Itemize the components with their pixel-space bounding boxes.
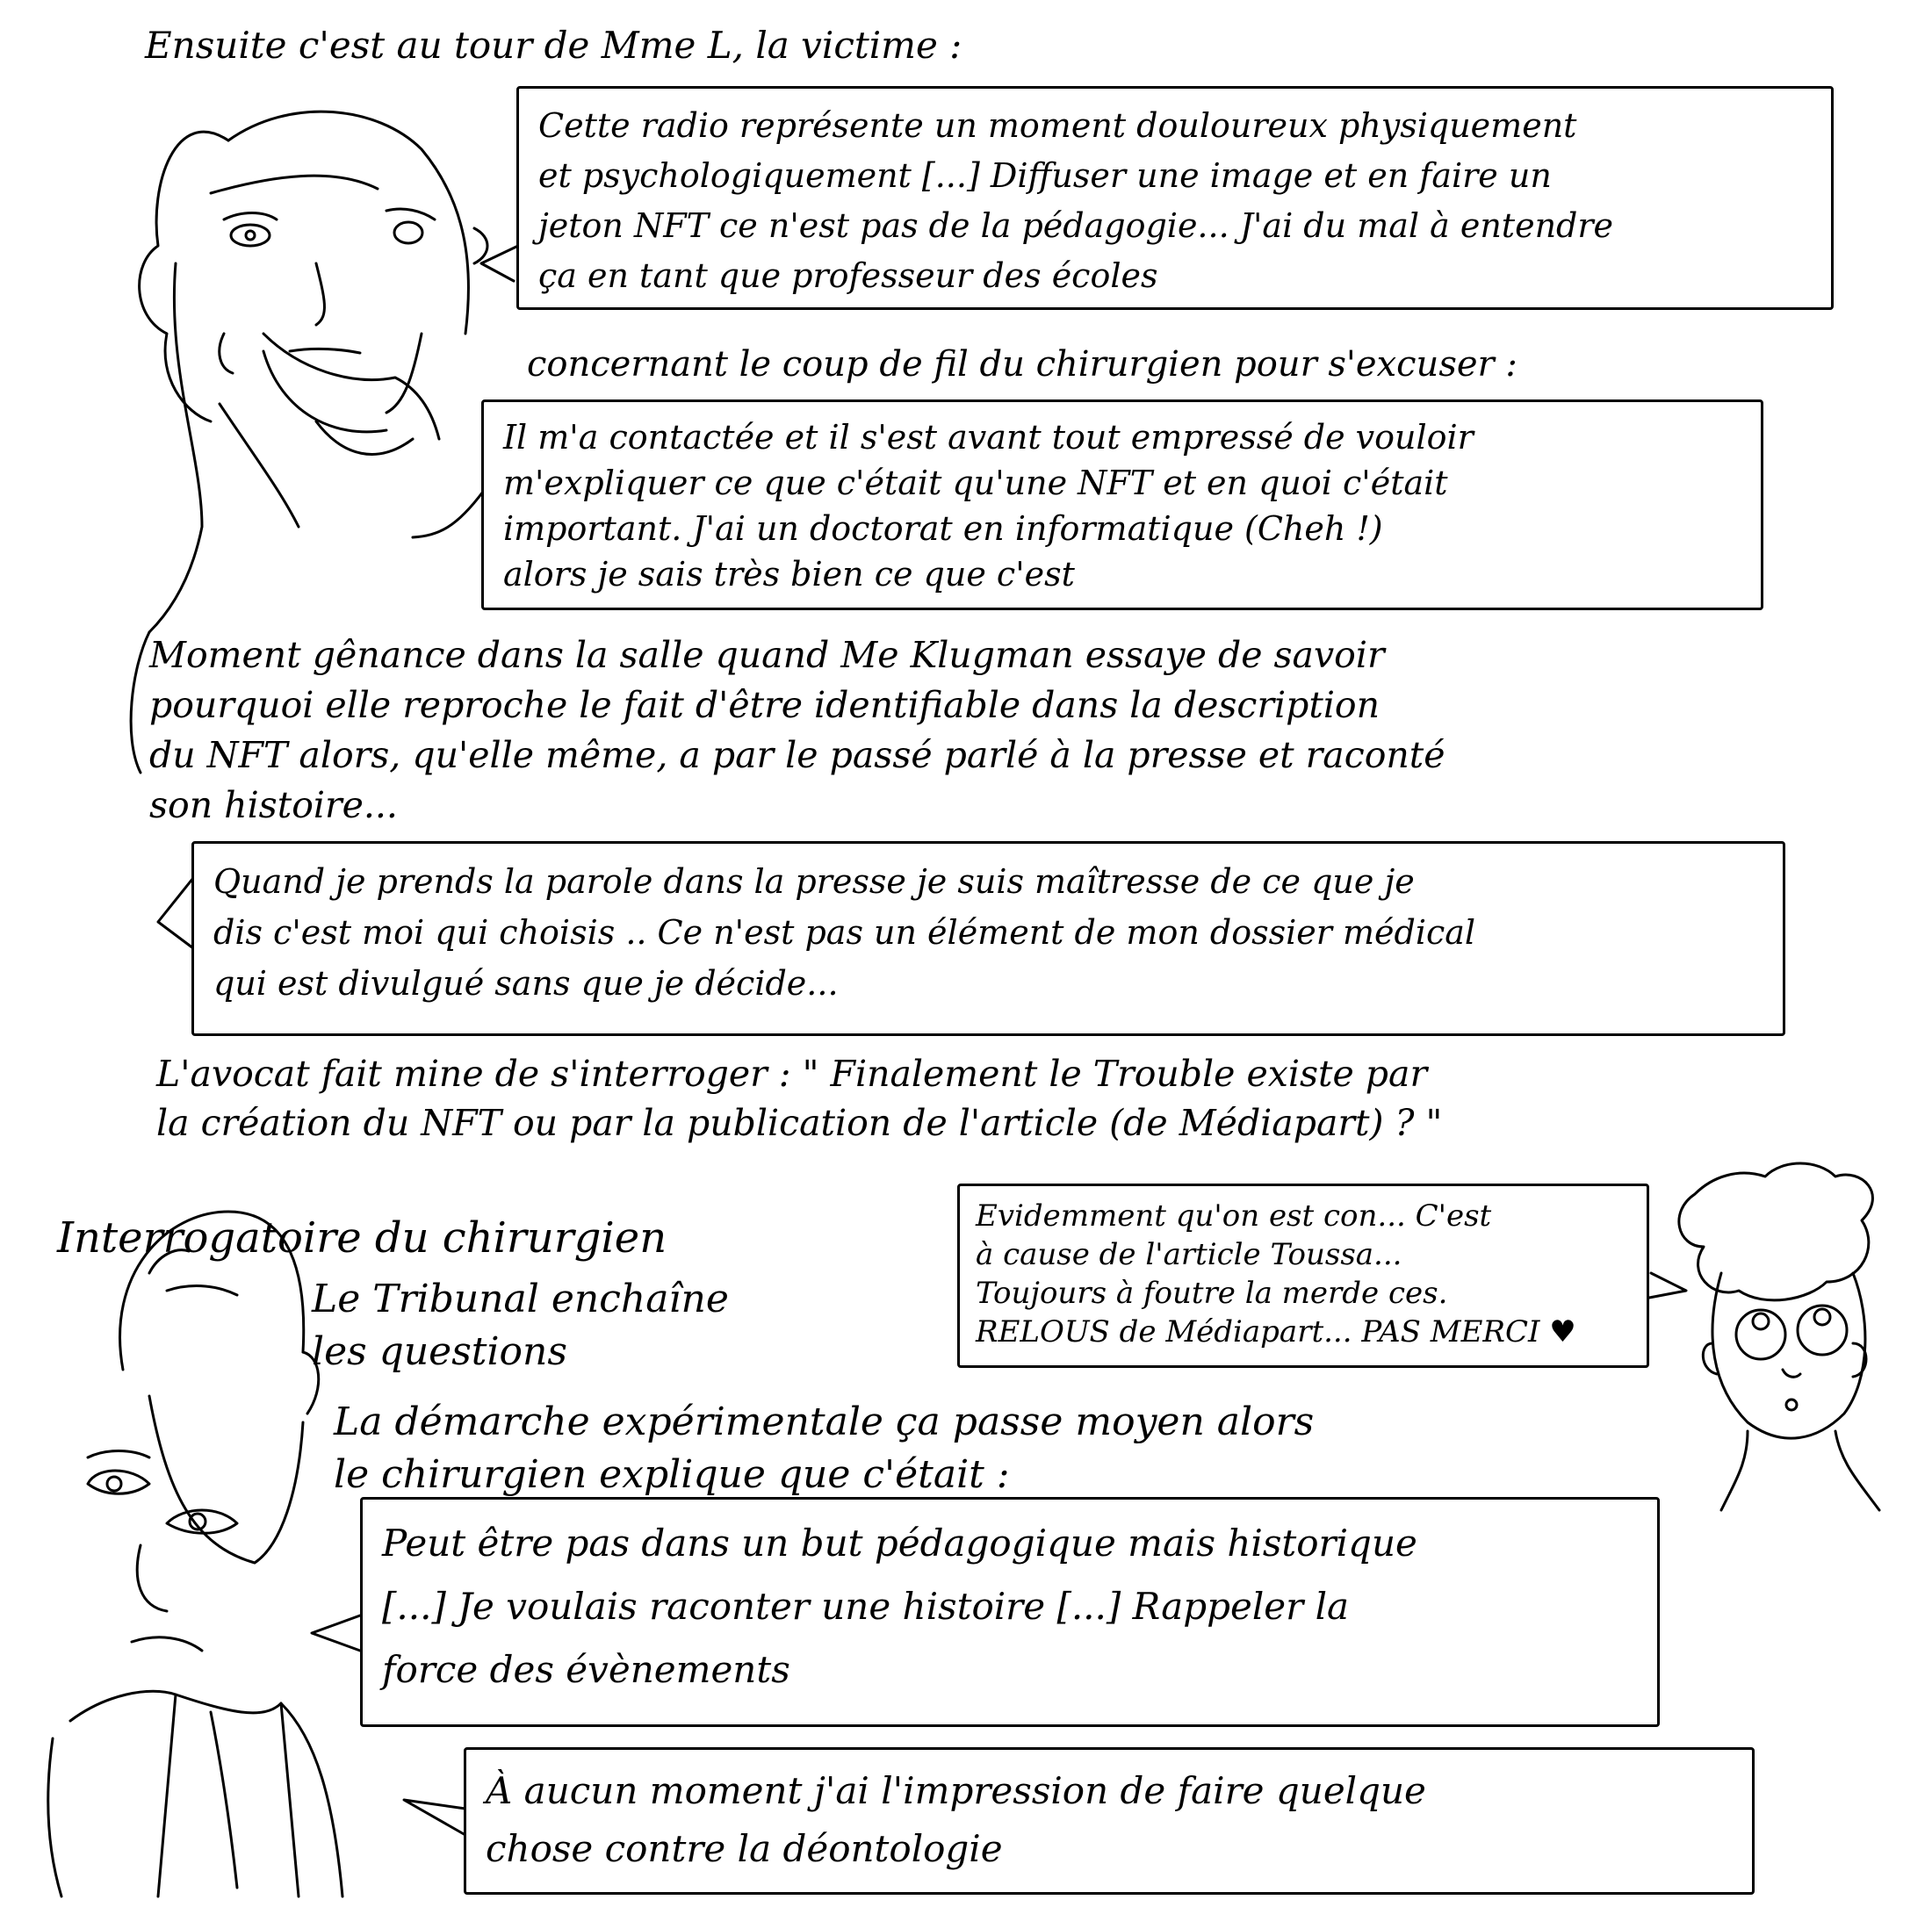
tail-history: [312, 1616, 360, 1651]
narrator-avatar: [1679, 1163, 1879, 1510]
victim-quote-radio: Cette radio représente un moment douloureux physiquement et psychologiquement [...] Diffuser une image et en faire un jeton NFT ce n'est pas de la pédagogie... J'ai du mal à entendre ça en tant que professeur des écoles: [516, 86, 1834, 310]
victim-quote-press: Quand je prends la parole dans la presse je suis maîtresse de ce que je dis c'est moi qui choisis .. Ce n'est pas un élément de mon dossier médical qui est divulgué sans que je décide...: [191, 841, 1785, 1036]
intro-caption: Ensuite c'est au tour de Mme L, la victime :: [145, 24, 962, 67]
caption-experimental: La démarche expérimentale ça passe moyen alors le chirurgien explique que c'était :: [334, 1400, 1315, 1497]
surgeon-quote-history: Peut être pas dans un but pédagogique mais historique [...] Je voulais raconter une histoire [...] Rappeler la force des évènements: [360, 1497, 1660, 1727]
section-title-surgeon: Interrogatoire du chirurgien: [57, 1213, 667, 1263]
tail-call: [413, 492, 483, 537]
narration-awkward: Moment gênance dans la salle quand Me Klugman essaye de savoir pourquoi elle reproche le fait d'être identifiable dans la description du NFT alors, qu'elle même, a par le passé parlé à la presse et raconté son histoire...: [149, 634, 1445, 826]
tail-narrator: [1649, 1273, 1686, 1298]
narration-lawyer: L'avocat fait mine de s'interroger : " Finalement le Trouble existe par la création du NFT ou par la publication de l'article (de Médiapart) ? ": [156, 1053, 1443, 1144]
tail-radio: [481, 246, 518, 281]
tail-press: [158, 878, 193, 948]
caption-phone-call: concernant le coup de fil du chirurgien pour s'excuser :: [527, 344, 1517, 385]
victim-quote-call: Il m'a contactée et il s'est avant tout empressé de vouloir m'expliquer ce que c'était qu'une NFT et en quoi c'était important. J'ai un doctorat en informatique (Cheh !) alors je sais très bien ce que c'est: [481, 399, 1763, 610]
surgeon-portrait: [48, 1212, 342, 1896]
tail-ethics: [404, 1800, 465, 1835]
caption-tribunal: Le Tribunal enchaîne les questions: [312, 1277, 729, 1374]
narrator-aside: Evidemment qu'on est con... C'est à cause de l'article Toussa... Toujours à foutre la merde ces. RELOUS de Médiapart... PAS MERCI ♥: [957, 1184, 1649, 1368]
surgeon-quote-ethics: À aucun moment j'ai l'impression de faire quelque chose contre la déontologie: [464, 1747, 1755, 1895]
